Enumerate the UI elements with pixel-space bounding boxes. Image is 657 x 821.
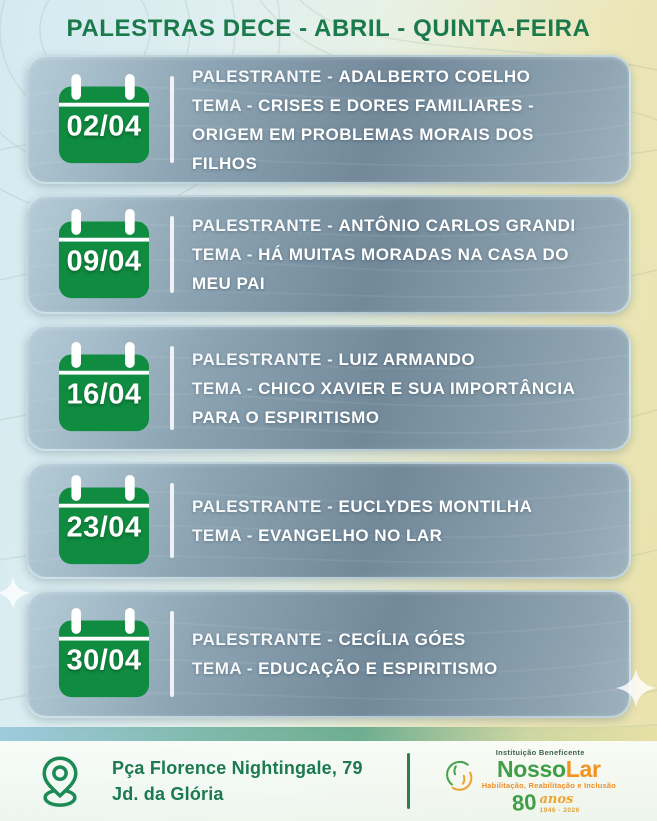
logo-name-nosso: Nosso — [497, 756, 566, 782]
logo-tagline-bottom: Habilitação, Reabilitação e Inclusão — [481, 781, 617, 790]
theme-line — [192, 240, 596, 298]
theme-line — [192, 374, 596, 432]
card-divider — [170, 76, 174, 163]
speaker-name: ADALBERTO COELHO — [338, 66, 531, 86]
speaker-line — [192, 625, 596, 654]
nossolar-logo — [440, 748, 616, 814]
date-label: 23/04 — [66, 511, 142, 544]
theme-line — [192, 91, 596, 178]
theme-text: EVANGELHO NO LAR — [258, 525, 443, 545]
lecture-card — [26, 55, 631, 184]
logo-tagline-top: Instituição Beneficente — [495, 748, 585, 757]
anniversary-years: 1946 - 2026 — [539, 807, 580, 814]
lecture-card — [26, 590, 631, 718]
theme-label: TEMA - — [192, 659, 253, 678]
address-line-1: Pça Florence Nightingale, 79 — [112, 758, 363, 778]
speaker-label: PALESTRANTE - — [192, 496, 334, 516]
date-label: 02/04 — [66, 110, 142, 143]
date-label: 30/04 — [66, 644, 142, 677]
lecture-card — [26, 462, 631, 579]
address-line-2: Jd. da Glória — [112, 784, 224, 804]
theme-label: TEMA - — [192, 378, 253, 398]
card-divider — [170, 346, 174, 430]
theme-text: CHICO XAVIER E SUA IMPORTÂNCIA PARA O ESPIRITISMO — [192, 378, 575, 427]
speaker-line — [192, 345, 596, 374]
anniversary-number: 80 — [511, 789, 538, 816]
speaker-name: ANTÔNIO CARLOS GRANDI — [338, 216, 576, 235]
speaker-name: LUIZ ARMANDO — [338, 349, 476, 369]
theme-line — [192, 654, 596, 683]
location-pin-icon — [32, 753, 88, 809]
speaker-name: EUCLYDES MONTILHA — [338, 496, 533, 516]
theme-text: EDUCAÇÃO E ESPIRITISMO — [258, 659, 498, 678]
speaker-label: PALESTRANTE - — [192, 349, 334, 369]
anniversary-badge — [511, 789, 580, 816]
theme-line — [192, 521, 596, 550]
theme-label: TEMA - — [192, 525, 253, 545]
date-label: 09/04 — [66, 245, 142, 278]
speaker-label: PALESTRANTE - — [192, 66, 334, 86]
page-title: PALESTRAS DECE - ABRIL - QUINTA-FEIRA — [66, 15, 591, 42]
logo-name — [497, 757, 601, 781]
theme-text: HÁ MUITAS MORADAS NA CASA DO MEU PAI — [192, 245, 570, 293]
lecture-card — [26, 325, 631, 451]
hands-icon — [440, 756, 478, 794]
speaker-line — [192, 492, 596, 521]
card-divider — [170, 216, 174, 293]
logo-name-lar: Lar — [565, 756, 601, 782]
anniversary-word: anos — [539, 792, 574, 807]
schedule-list — [26, 55, 631, 718]
card-divider — [170, 483, 174, 558]
speaker-line — [192, 211, 596, 240]
speaker-name: CECÍLIA GÓES — [338, 630, 466, 649]
speaker-line — [192, 62, 596, 91]
theme-label: TEMA - — [192, 95, 253, 115]
card-divider — [170, 611, 174, 697]
footer-divider — [407, 753, 410, 809]
speaker-label: PALESTRANTE - — [192, 216, 334, 235]
theme-text: CRISES E DORES FAMILIARES - ORIGEM EM PROBLEMAS MORAIS DOS FILHOS — [192, 95, 535, 173]
gradient-band — [0, 727, 657, 741]
lecture-card — [26, 195, 631, 314]
address — [112, 755, 363, 807]
footer — [0, 741, 657, 821]
theme-label: TEMA - — [192, 245, 253, 264]
date-label: 16/04 — [66, 378, 142, 411]
speaker-label: PALESTRANTE - — [192, 630, 334, 649]
